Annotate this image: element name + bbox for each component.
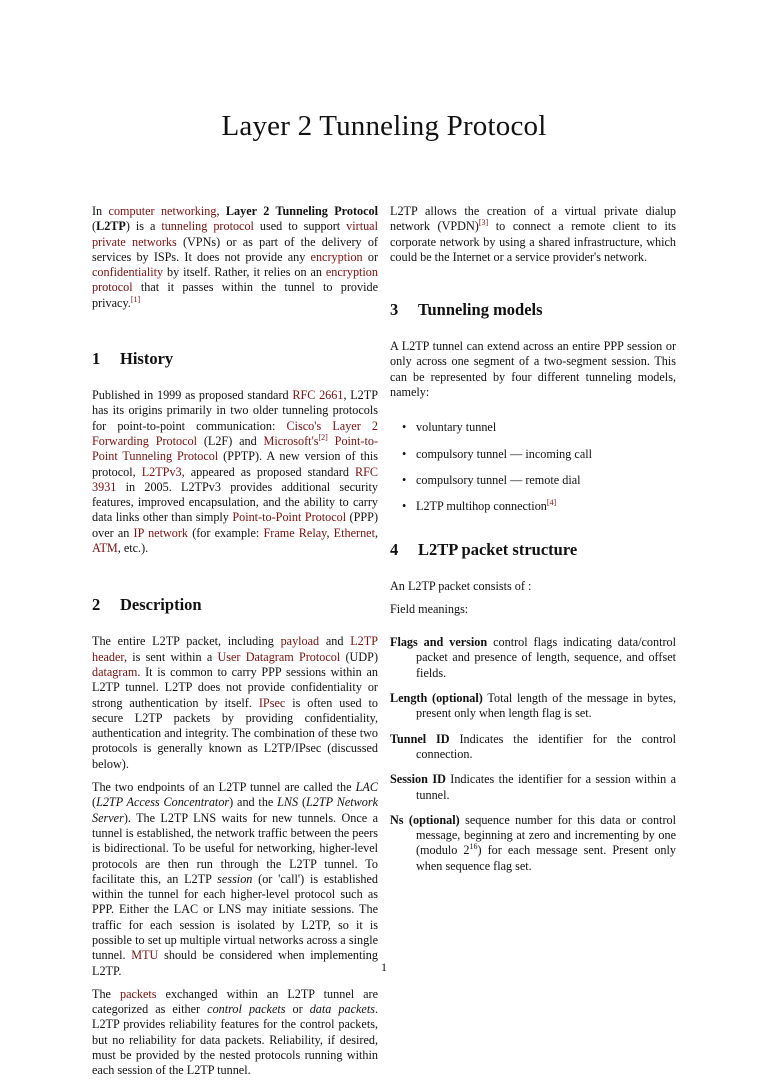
link-confidentiality[interactable]: confidentiality	[92, 265, 164, 280]
link-microsoft[interactable]: Microsoft's	[263, 433, 319, 448]
left-column	[92, 204, 378, 1087]
field-definition: Tunnel ID Indicates the identifier for the control connection.	[390, 731, 676, 761]
link-atm[interactable]: ATM	[92, 541, 118, 556]
field-definition: Flags and version control flags indicating data/control packet and presence of length, sequence, and offset fields.	[390, 635, 677, 680]
ref-1[interactable]: [1]	[130, 294, 141, 304]
link-encryption-protocol[interactable]: encryption protocol	[92, 265, 378, 295]
section-packet-structure-heading: 4 L2TP packet structure	[390, 539, 578, 559]
list-item: • L2TP multihop connection[4]	[402, 498, 557, 514]
link-l2f[interactable]: Layer 2 Forwarding Protocol	[92, 418, 379, 448]
page-title: Layer 2 Tunneling Protocol	[221, 110, 547, 142]
link-packets[interactable]: packets	[119, 986, 157, 1001]
link-pptp[interactable]: Point-to-Point Tunneling Protocol	[92, 433, 379, 464]
ref-2[interactable]: [2]	[318, 432, 328, 442]
description-paragraph-3-start: The packets exchanged within an L2TP tunnel are categorized as either control packets or data packets. L2TP provides reliability features for the control packets, but no reliability for data packets. Reliability, if desired, must be provided by the nested protocols running within each session of the L2TP tunnel.	[92, 986, 379, 1078]
link-rfc-2661[interactable]: RFC 2661	[292, 388, 344, 403]
link-l2tp-header[interactable]: L2TP header	[92, 634, 378, 664]
list-item: • compulsory tunnel — remote dial	[402, 472, 581, 487]
field-definition: Length (optional) Total length of the message in bytes, present only when length flag is set.	[390, 691, 676, 721]
link-mtu[interactable]: MTU	[131, 948, 159, 963]
packet-intro: An L2TP packet consists of :	[390, 578, 532, 593]
field-meanings-label: Field meanings:	[390, 601, 469, 616]
list-item: • voluntary tunnel	[402, 420, 497, 435]
link-computer-networking[interactable]: computer networking	[108, 204, 217, 218]
link-encryption[interactable]: encryption	[310, 249, 363, 264]
field-definition: Session ID Indicates the identifier for a session within a tunnel.	[390, 772, 676, 802]
link-datagram[interactable]: datagram	[92, 664, 138, 679]
link-ipsec[interactable]: IPsec	[258, 695, 286, 710]
intro-paragraph: In computer networking, Layer 2 Tunneling Protocol (L2TP) is a tunneling protocol used to support virtual private networks (VPNs) or as part of the delivery of services by ISPs. It does not provide any encryption or confidentiality by itself. Rather, it relies on an encryption protocol that it passes within the tunnel to provide privacy.[1]	[92, 204, 379, 310]
description-paragraph-4: L2TP allows the creation of a virtual private dialup network (VPDN)[3] to connect a remote client to its corporate network by using a shared infrastructure, which could be the Internet or a service provider's network.	[390, 204, 676, 264]
link-l2tpv3[interactable]: L2TPv3	[141, 464, 182, 479]
link-tunneling-protocol[interactable]: tunneling protocol	[161, 219, 254, 234]
description-paragraph-1: The entire L2TP packet, including payload and L2TP header, is sent within a User Datagram Protocol (UDP) datagram. It is common to carry PPP sessions within an L2TP tunnel. L2TP does not provide confidentiality or strong authentication by itself. IPsec is often used to secure L2TP packets by providing confidentiality, authentication and integrity. The combination of these two protocols is generally known as L2TP/IPsec (discussed below).	[92, 634, 378, 771]
ref-4[interactable]: [4]	[546, 498, 557, 508]
tunneling-models-list	[390, 420, 676, 514]
right-column	[390, 204, 676, 884]
link-payload[interactable]: payload	[280, 634, 320, 649]
section-history-heading: 1 History	[92, 349, 174, 369]
link-frame-relay[interactable]: Frame Relay	[263, 525, 327, 540]
page-number: 1	[381, 960, 387, 974]
link-virtual-private-networks[interactable]: virtual private networks	[92, 219, 378, 249]
description-paragraph-2: The two endpoints of an L2TP tunnel are called the LAC (L2TP Access Concentrator) and the LNS (L2TP Network Server). The L2TP LNS waits for new tunnels. Once a tunnel is established, the network traffic between the peers is bidirectional. To be useful for networking, higher-level protocols are then run through the L2TP tunnel. To facilitate this, an L2TP session (or 'call') is established within the tunnel for each higher-level protocol such as PPP. Either the LAC or LNS may initiate sessions. The traffic for each session is isolated by L2TP, so it is possible to set up multiple virtual networks across a single tunnel. MTU should be considered when implementing L2TP.	[92, 780, 379, 978]
link-ip-network[interactable]: IP network	[133, 525, 189, 540]
ref-3[interactable]: [3]	[478, 218, 489, 228]
field-definition: Ns (optional) sequence number for this data or control message, beginning at zero and incrementing by one (modulo $2^{16}$) for each message sent. Present only when sequence flag set.	[390, 812, 676, 873]
history-paragraph: Published in 1999 as proposed standard RFC 2661, L2TP has its origins primarily in two older tunneling protocols for point-to-point communication: Cisco's Layer 2 Forwarding Protocol (L2F) and Microsoft's[2] Point-to-Point Tunneling Protocol (PPTP). A new version of this protocol, L2TPv3, appeared as proposed standard RFC 3931 in 2005. L2TPv3 provides additional security features, improved encapsulation, and the ability to carry data links other than simply Point-to-Point Protocol (PPP) over an IP network (for example: Frame Relay, Ethernet, ATM, etc.).	[92, 388, 379, 556]
section-description-heading: 2 Description	[92, 595, 202, 615]
link-cisco[interactable]: Cisco's	[286, 418, 322, 433]
link-ethernet[interactable]: Ethernet	[333, 525, 375, 540]
tunneling-intro: A L2TP tunnel can extend across an entire PPP session or only across one segment of a two-segment session. This can be represented by four different tunneling models, namely:	[390, 339, 676, 400]
list-item: • compulsory tunnel — incoming call	[402, 446, 593, 461]
link-rfc-3931[interactable]: RFC 3931	[92, 464, 378, 494]
section-tunneling-heading: 3 Tunneling models	[390, 300, 543, 320]
link-udp[interactable]: User Datagram Protocol	[217, 649, 341, 664]
link-ppp[interactable]: Point-to-Point Protocol	[232, 510, 347, 525]
